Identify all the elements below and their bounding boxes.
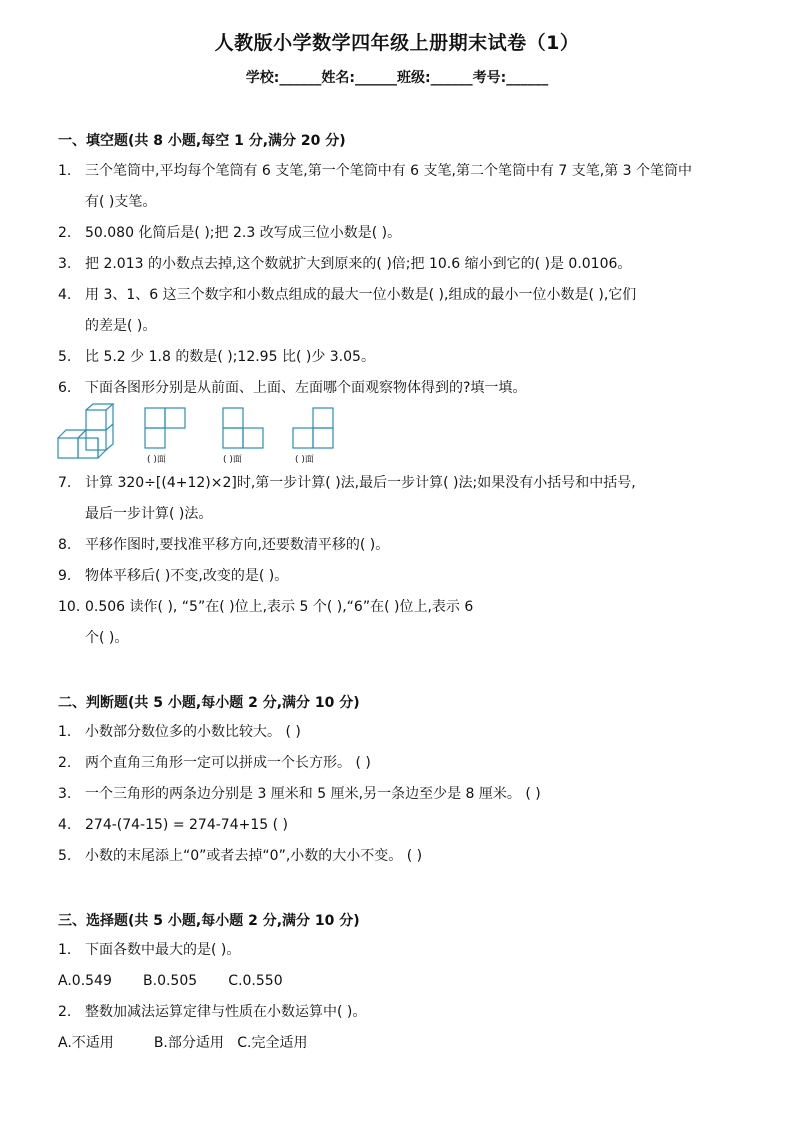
- page-title: 人教版小学数学四年级上册期末试卷（1）: [214, 32, 580, 54]
- question-number: 3.: [58, 256, 72, 272]
- question-number: 7.: [58, 475, 72, 491]
- question-text: 把 2.013 的小数点去掉,这个数就扩大到原来的( )倍;把 10.6 缩小到它的( )是 0.0106。: [85, 256, 632, 272]
- section-1-heading: 一、填空题(共 8 小题,每空 1 分,满分 20 分): [58, 133, 346, 149]
- question-number: 8.: [58, 537, 72, 553]
- question-text: 三个笔筒中,平均每个笔筒有 6 支笔,第一个笔筒中有 6 支笔,第二个笔筒中有 7 支笔,第 3 个笔筒中: [85, 163, 693, 179]
- s1-question-3: [58, 249, 778, 280]
- s2-question-2: [58, 748, 778, 779]
- question-number: 6.: [58, 380, 72, 396]
- s1-question-4-cont: 的差是( )。: [85, 318, 157, 334]
- view-label-2: ( )面: [223, 455, 242, 465]
- section-2-heading: 二、判断题(共 5 小题,每小题 2 分,满分 10 分): [58, 695, 360, 711]
- question-text: 整数加减法运算定律与性质在小数运算中( )。: [85, 1004, 367, 1020]
- question-number: 4.: [58, 287, 72, 303]
- question-text: 计算 320÷[(4+12)×2]时,第一步计算( )法,最后一步计算( )法;如果没有小括号和中括号,: [85, 475, 636, 491]
- cube-stack-figure: [58, 404, 113, 458]
- question-number: 4.: [58, 817, 72, 833]
- s1-question-2: [58, 218, 778, 249]
- section-3-heading: 三、选择题(共 5 小题,每小题 2 分,满分 10 分): [58, 913, 360, 929]
- question-number: 1.: [58, 724, 72, 740]
- s3-question-2-options: A.不适用 B.部分适用 C.完全适用: [58, 1035, 308, 1051]
- s1-question-7: [58, 468, 778, 499]
- s3-question-2: [58, 997, 778, 1028]
- s3-question-1-options: A.0.549 B.0.505 C.0.550: [58, 973, 283, 989]
- s2-question-4: [58, 810, 778, 841]
- s2-question-1: [58, 717, 778, 748]
- question-text: 274-(74-15) = 274-74+15 ( ): [85, 817, 288, 833]
- question-text: 用 3、1、6 这三个数字和小数点组成的最大一位小数是( ),组成的最小一位小数是( ),它们: [85, 287, 637, 303]
- question-text: 两个直角三角形一定可以拼成一个长方形。 ( ): [85, 755, 371, 771]
- question-text: 下面各数中最大的是( )。: [85, 942, 241, 958]
- question-text: 小数部分数位多的小数比较大。 ( ): [85, 724, 301, 740]
- view-figure-3: [293, 408, 333, 448]
- question-number: 9.: [58, 568, 72, 584]
- question-text: 一个三角形的两条边分别是 3 厘米和 5 厘米,另一条边至少是 8 厘米。 ( ): [85, 786, 541, 802]
- question-number: 10.: [58, 599, 81, 615]
- question-text: 下面各图形分别是从前面、上面、左面哪个面观察物体得到的?填一填。: [85, 380, 527, 396]
- s1-question-10: [58, 592, 778, 623]
- question-text: 50.080 化简后是( );把 2.3 改写成三位小数是( )。: [85, 225, 402, 241]
- s1-question-5: [58, 342, 778, 373]
- question-number: 3.: [58, 786, 72, 802]
- s2-question-5: [58, 841, 778, 872]
- question-text: 平移作图时,要找准平移方向,还要数清平移的( )。: [85, 537, 390, 553]
- s1-question-4: [58, 280, 778, 311]
- question-text: 物体平移后( )不变,改变的是( )。: [85, 568, 289, 584]
- s1-question-6: [58, 373, 778, 404]
- s1-question-9: [58, 561, 778, 592]
- question-number: 1.: [58, 163, 72, 179]
- s1-question-1-cont: 有( )支笔。: [85, 194, 157, 210]
- s3-question-1: [58, 935, 778, 966]
- question-number: 5.: [58, 349, 72, 365]
- question-text: 0.506 读作( ), “5”在( )位上,表示 5 个( ),“6”在( )位上,表示 6: [85, 599, 474, 615]
- view-figure-1: [145, 408, 185, 448]
- s2-question-3: [58, 779, 778, 810]
- view-label-3: ( )面: [295, 455, 314, 465]
- s1-question-1: [58, 156, 778, 187]
- question-text: 比 5.2 少 1.8 的数是( );12.95 比( )少 3.05。: [85, 349, 375, 365]
- view-figures: [55, 402, 355, 464]
- s1-question-10-cont: 个( )。: [85, 630, 129, 646]
- question-number: 1.: [58, 942, 72, 958]
- question-number: 2.: [58, 1004, 72, 1020]
- s1-question-8: [58, 530, 778, 561]
- question-number: 2.: [58, 225, 72, 241]
- student-info-line: 学校:______姓名:______班级:______考号:______: [245, 70, 549, 86]
- view-figure-2: [223, 408, 263, 448]
- question-text: 小数的末尾添上“0”或者去掉“0”,小数的大小不变。 ( ): [85, 848, 423, 864]
- question-number: 2.: [58, 755, 72, 771]
- view-label-1: ( )面: [147, 455, 166, 465]
- s1-question-7-cont: 最后一步计算( )法。: [85, 506, 213, 522]
- question-number: 5.: [58, 848, 72, 864]
